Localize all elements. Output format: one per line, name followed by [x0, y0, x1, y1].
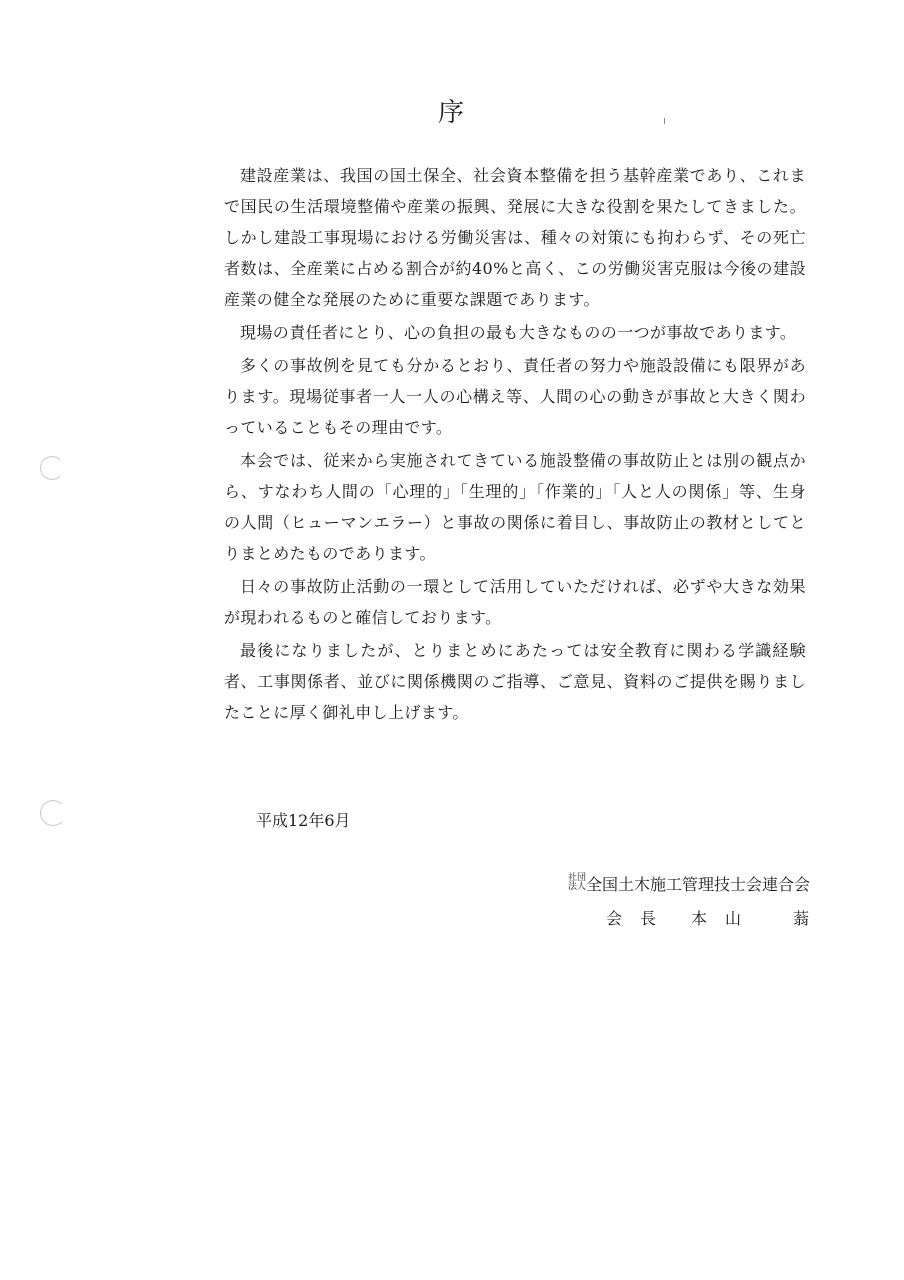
paragraph: 建設産業は、我国の国土保全、社会資本整備を担う基幹産業であり、これまで国民の生活環境整備や産業の振興、発展に大きな役割を果たしてきました。しかし建設工事現場における労働災害は、種々の対策にも拘わらず、その死亡者数は、全産業に占める割合が約40%と高く、この労働災害克服は今後の建設産業の健全な発展のために重要な課題であります。 — [224, 166, 806, 309]
paragraph: 本会では、従来から実施されてきている施設整備の事故防止とは別の観点から、すなわち人間の「心理的」「生理的」「作業的」「人と人の関係」等、生身の人間（ヒューマンエラー）と事故の関係に着目し、事故防止の教材としてとりまとめたものであります。 — [224, 451, 806, 563]
punch-hole-mark — [40, 456, 64, 480]
preface-body — [224, 160, 806, 730]
organization-mark: 社団法人 — [567, 873, 586, 892]
paragraph: 現場の責任者にとり、心の負担の最も大きなものの一つが事故であります。 — [240, 323, 797, 342]
paragraph: 多くの事故例を見ても分かるとおり、責任者の努力や施設設備にも限界があります。現場従事者一人一人の心構え等、人間の心の動きが事故と大きく関わっていることもその理由です。 — [224, 356, 806, 437]
issue-date: 平成12年6月 — [256, 811, 351, 830]
organization-line — [568, 872, 810, 895]
signer-name: 本 山 蓊 — [690, 909, 810, 928]
document-title: 序 — [437, 98, 466, 128]
punch-hole-mark — [40, 800, 66, 826]
paragraph: 最後になりましたが、とりまとめにあたっては安全教育に関わる学識経験者、工事関係者、並びに関係機関のご指導、ご意見、資料のご提供を賜りましたことに厚く御礼申し上げます。 — [224, 641, 806, 722]
paragraph: 日々の事故防止活動の一環として活用していただければ、必ずや大きな効果が現われるものと確信しております。 — [224, 577, 806, 627]
signer-line — [606, 906, 810, 929]
organization-name: 全国土木施工管理技士会連合会 — [585, 875, 810, 894]
signer-role: 会 長 — [605, 909, 657, 928]
